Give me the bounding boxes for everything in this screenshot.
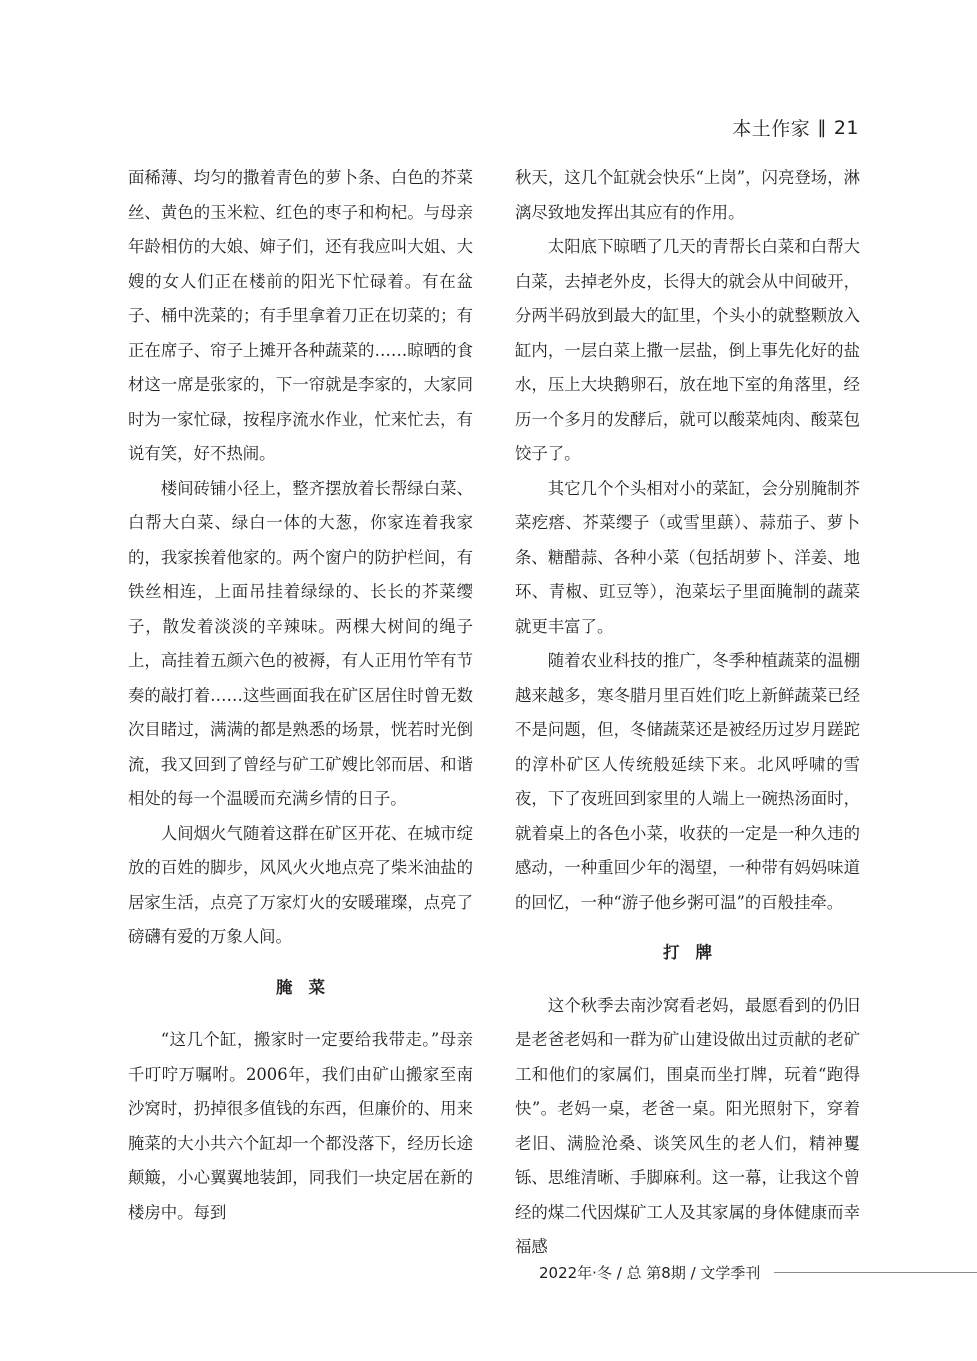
left-column bbox=[128, 161, 473, 1230]
page-number: 21 bbox=[833, 116, 859, 139]
paragraph: 这个秋季去南沙窝看老妈，最愿看到的仍旧是老爸老妈和一群为矿山建设做出过贡献的老矿工和他们的家属们，围桌而坐打牌，玩着“跑得快”。老妈一桌，老爸一桌。阳光照射下，穿着老旧、满脸沧桑、谈笑风生的老人们，精神矍铄、思维清晰、手脚麻利。这一幕，让我这个曾经的煤二代因煤矿工人及其家属的身体健康而幸福感 bbox=[515, 995, 860, 1256]
right-column bbox=[515, 161, 860, 1265]
paragraph: 随着农业科技的推广，冬季种植蔬菜的温棚越来越多，寒冬腊月里百姓们吃上新鲜蔬菜已经不是问题，但，冬储蔬菜还是被经历过岁月蹉跎的淳朴矿区人传统般延续下来。北风呼啸的雪夜，下了夜班回到家里的人端上一碗热汤面时，就着桌上的各色小菜，收获的一定是一种久违的感动，一种重回少年的渴望，一种带有妈妈味道的回忆，一种“游子他乡粥可温”的百般挂牵。 bbox=[515, 651, 860, 912]
running-header bbox=[732, 114, 859, 141]
paragraph: “这几个缸，搬家时一定要给我带走。”母亲千叮咛万嘱咐。2006年，我们由矿山搬家至南沙窝时，扔掉很多值钱的东西，但廉价的、用来腌菜的大小共六个缸却一个都没落下，经历长途颠簸，小心翼翼地装卸，同我们一块定居在新的楼房中。每到 bbox=[128, 1030, 473, 1222]
page-footer bbox=[539, 1262, 977, 1283]
header-separator: ‖ bbox=[817, 117, 827, 138]
paragraph: 秋天，这几个缸就会快乐“上岗”，闪亮登场，淋漓尽致地发挥出其应有的作用。 bbox=[515, 168, 860, 222]
paragraph: 楼间砖铺小径上，整齐摆放着长帮绿白菜、白帮大白菜、绿白一体的大葱，你家连着我家的，我家挨着他家的。两个窗户的防护栏间，有铁丝相连，上面吊挂着绿绿的、长长的芥菜缨子，散发着淡淡的辛辣味。两棵大树间的绳子上，高挂着五颜六色的被褥，有人正用竹竿有节奏的敲打着……这些画面我在矿区居住时曾无数次目睹过，满满的都是熟悉的场景，恍若时光倒流，我又回到了曾经与矿工矿嫂比邻而居、和谐相处的每一个温暖而充满乡情的日子。 bbox=[128, 478, 473, 808]
paragraph: 人间烟火气随着这群在矿区开花、在城市绽放的百姓的脚步，风风火火地点亮了柴米油盐的居家生活，点亮了万家灯火的安暖璀璨，点亮了磅礴有爱的万象人间。 bbox=[128, 823, 473, 946]
issue-info: 2022年·冬 / 总 第8期 / 文学季刊 bbox=[539, 1264, 761, 1282]
section-heading: 打牌 bbox=[663, 943, 728, 962]
footer-rule bbox=[774, 1272, 977, 1273]
paragraph: 太阳底下晾晒了几天的青帮长白菜和白帮大白菜，去掉老外皮，长得大的就会从中间破开，分两半码放到最大的缸里，个头小的就整颗放入缸内，一层白菜上撒一层盐，倒上事先化好的盐水，压上大块鹅卵石，放在地下室的角落里，经历一个多月的发酵后，就可以酸菜炖肉、酸菜包饺子了。 bbox=[515, 237, 860, 463]
section-heading: 腌菜 bbox=[276, 977, 341, 997]
paragraph: 其它几个个头相对小的菜缸，会分别腌制芥菜疙瘩、芥菜缨子（或雪里蕻）、蒜茄子、萝卜条、糖醋蒜、各种小菜（包括胡萝卜、洋姜、地环、青椒、豇豆等），泡菜坛子里面腌制的蔬菜就更丰富了。 bbox=[515, 478, 860, 636]
paragraph: 面稀薄、均匀的撒着青色的萝卜条、白色的芥菜丝、黄色的玉米粒、红色的枣子和枸杞。与母亲年龄相仿的大娘、婶子们，还有我应叫大姐、大嫂的女人们正在楼前的阳光下忙碌着。有在盆子、桶中洗菜的；有手里拿着刀正在切菜的；有正在席子、帘子上摊开各种蔬菜的……晾晒的食材这一席是张家的，下一帘就是李家的，大家同时为一家忙碌，按程序流水作业，忙来忙去，有说有笑，好不热闹。 bbox=[128, 168, 473, 463]
section-name: 本土作家 bbox=[732, 118, 811, 140]
